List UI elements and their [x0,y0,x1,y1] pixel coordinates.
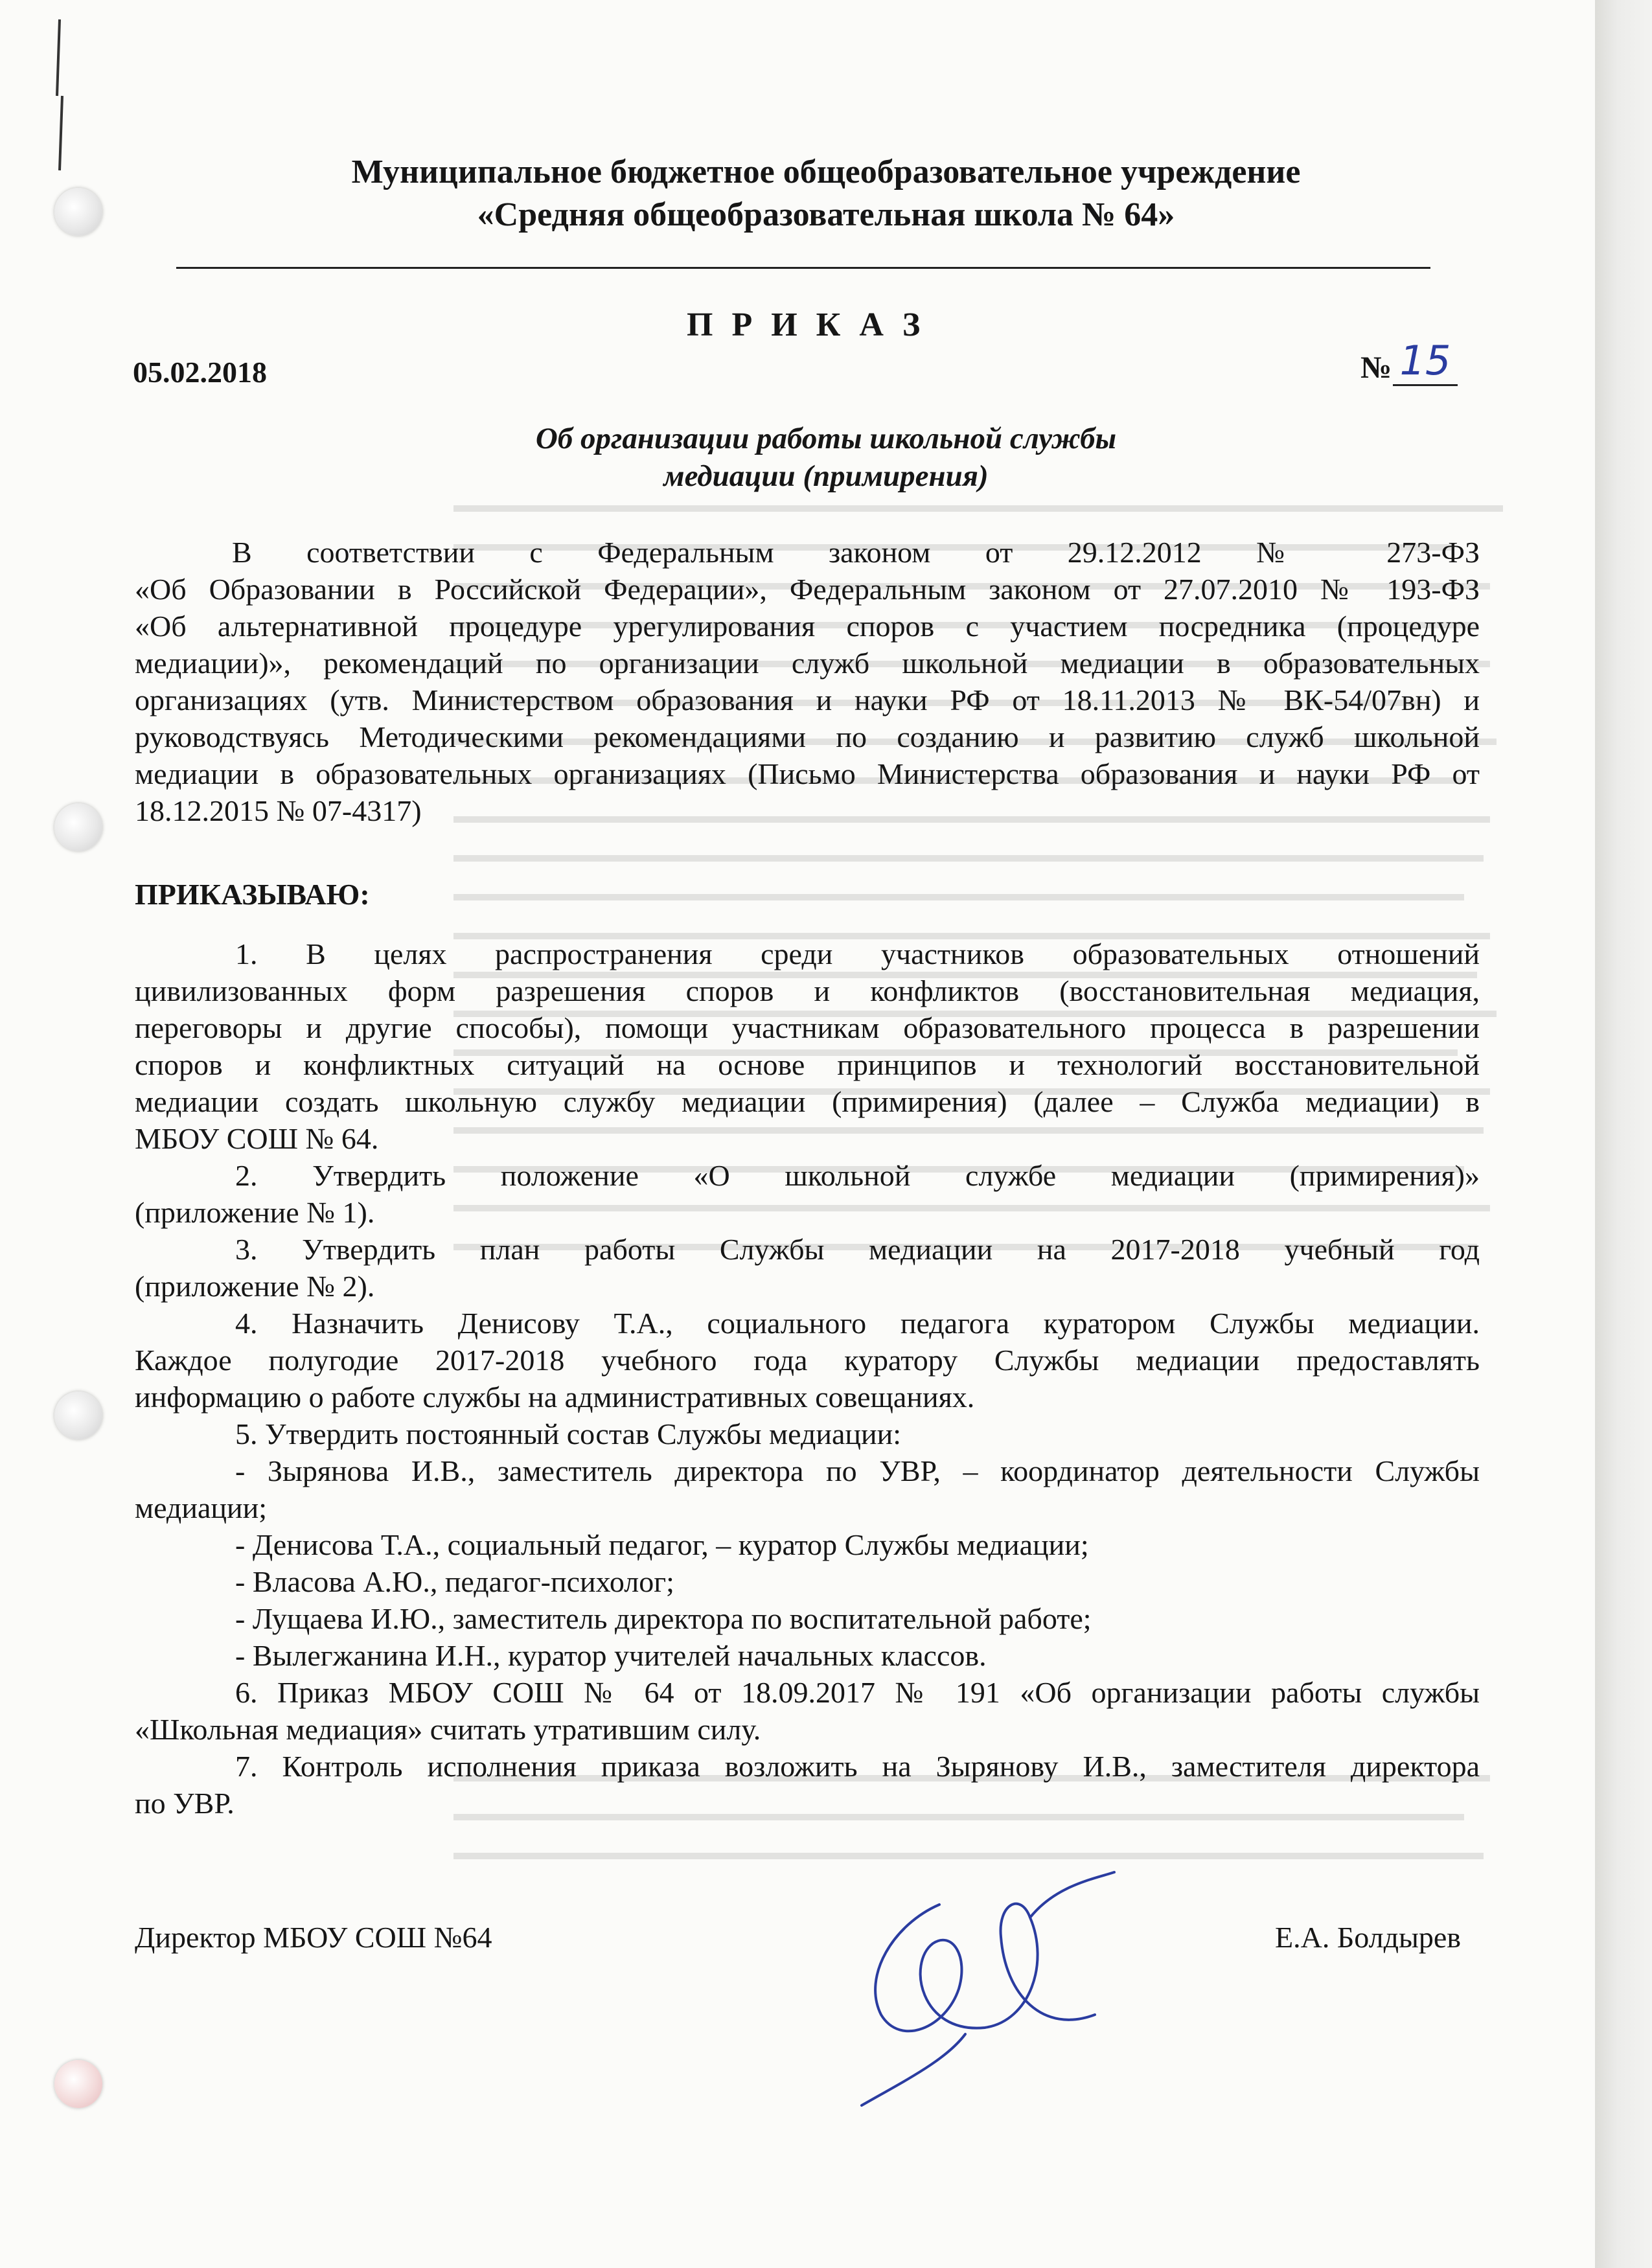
preamble-line: «Об альтернативной процедуре урегулирования споров с участием посредника (процедуре [135,610,1480,643]
punch-hole [54,1392,102,1439]
document-title: П Р И К А З [687,306,926,343]
item-2-line: (приложение № 1). [135,1196,375,1229]
order-subject-line2: медиации (примирения) [663,459,989,493]
item-3-line: (приложение № 2). [135,1270,375,1303]
handwritten-signature [836,1866,1134,2112]
preamble [135,534,1480,829]
item-1-line: МБОУ СОШ № 64. [135,1122,379,1155]
item-1-line: переговоры и другие способы), помощи участникам образовательного процесса в разрешении [135,1011,1480,1044]
item-4-line: Каждое полугодие 2017-2018 учебного года куратору Службы медиации предоставлять [135,1344,1480,1377]
school-name: «Средняя общеобразовательная школа № 64» [477,196,1175,233]
member-line: - Власова А.Ю., педагог-психолог; [235,1565,674,1598]
member-line: - Денисова Т.А., социальный педагог, – куратор Службы медиации; [235,1528,1089,1561]
item-7-line: по УВР. [135,1787,235,1820]
preamble-line: В соответствии с Федеральным законом от 29.12.2012 № 273-ФЗ [232,536,1480,569]
preamble-line: «Об Образовании в Российской Федерации», Федеральным законом от 27.07.2010 № 193-ФЗ [135,573,1480,606]
page-edge-shadow [1595,0,1652,2268]
item-5-line: 5. Утвердить постоянный состав Службы медиации: [235,1417,902,1450]
punch-hole [54,2060,102,2108]
punch-hole [54,803,102,851]
member-line: - Вылегжанина И.Н., куратор учителей начальных классов. [235,1639,987,1672]
item-1-line: медиации создать школьную службу медиации (примирения) (далее – Служба медиации) в [135,1085,1480,1118]
item-6-line: 6. Приказ МБОУ СОШ № 64 от 18.09.2017 № 191 «Об организации работы службы [235,1676,1480,1709]
preamble-line: организациях (утв. Министерством образования и науки РФ от 18.11.2013 № ВК-54/07вн) и [135,683,1480,716]
order-number-label: № [1360,350,1392,385]
signatory-position: Директор МБОУ СОШ №64 [135,1921,492,1954]
item-1-line: 1. В целях распространения среди участников образовательных отношений [235,937,1480,970]
member-line: - Лущаева И.Ю., заместитель директора по воспитательной работе; [235,1602,1092,1635]
item-6-line: «Школьная медиация» считать утратившим силу. [135,1713,761,1746]
preamble-line: медиации в образовательных организациях (Письмо Министерства образования и науки РФ от [135,757,1480,790]
order-date: 05.02.2018 [133,356,267,389]
item-4-line: информацию о работе службы на административных совещаниях. [135,1380,975,1414]
item-1-line: споров и конфликтных ситуаций на основе принципов и технологий восстановительной [135,1048,1480,1081]
preamble-line: руководствуясь Методическими рекомендациями по созданию и развитию служб школьной [135,720,1480,753]
pen-stroke-mark [51,18,70,174]
member-line: - Зырянова И.В., заместитель директора по УВР, – координатор деятельности Службы [235,1454,1480,1487]
member-line: медиации; [135,1491,267,1524]
order-items [135,935,1480,1822]
preamble-line: 18.12.2015 № 07-4317) [135,794,422,827]
order-directive-word: ПРИКАЗЫВАЮ [135,878,360,911]
item-4-line: 4. Назначить Денисову Т.А., социального педагога куратором Службы медиации. [235,1307,1480,1340]
item-1-line: цивилизованных форм разрешения споров и конфликтов (восстановительная медиация, [135,974,1480,1007]
header-divider [176,267,1430,269]
order-number-handwritten: 15 [1393,337,1458,386]
signatory-name: Е.А. Болдырев [1275,1921,1462,1954]
order-subject-line1: Об организации работы школьной службы [535,422,1117,455]
order-directive: ПРИКАЗЫВАЮ: [135,878,370,911]
organization-name: Муниципальное бюджетное общеобразовательное учреждение [351,154,1301,190]
item-3-line: 3. Утвердить план работы Службы медиации на 2017-2018 учебный год [235,1233,1480,1266]
item-7-line: 7. Контроль исполнения приказа возложить на Зырянову И.В., заместителя директора [235,1750,1480,1783]
item-2-line: 2. Утвердить положение «О школьной службе медиации (примирения)» [235,1159,1480,1192]
preamble-line: медиации)», рекомендаций по организации служб школьной медиации в образовательных [135,647,1480,680]
